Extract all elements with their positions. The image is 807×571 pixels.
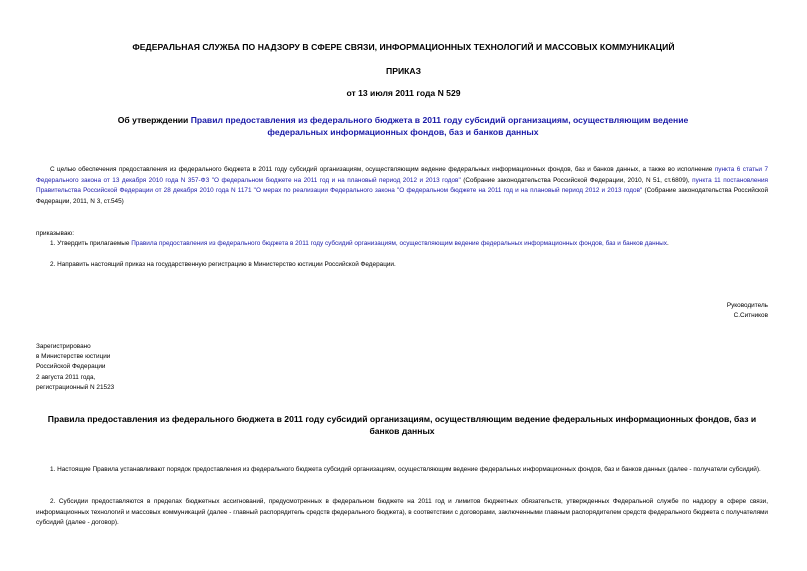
agency-name: ФЕДЕРАЛЬНАЯ СЛУЖБА ПО НАДЗОРУ В СФЕРЕ СВЯЗИ, ИНФОРМАЦИОННЫХ ТЕХНОЛОГИЙ И МАССОВЫХ КОММУНИКАЦИЙ	[132, 42, 675, 52]
rules-paragraph-2: 2. Субсидии предоставляются в пределах бюджетных ассигнований, предусмотренных в федеральном бюджете на 2011 год и лимитов бюджетных обязательств, утвержденных Федеральной службе по надзору в сфере связи, информационных технологий и массовых коммуникаций (далее - главный распорядитель средств федерального бюджета), в соответствии с договорами, заключенными главным распорядителем средств федерального бюджета с получателями субсидий (далее - договор).	[36, 498, 768, 527]
order-item-1-prefix: 1. Утвердить прилагаемые	[50, 240, 132, 247]
rules-paragraph-1: 1. Настоящие Правила устанавливают порядок предоставления из федерального бюджета субсидий организациям, осуществляющим ведение федеральных информационных фондов, баз и банков данных (далее - получатели субсидий).	[50, 466, 761, 473]
preamble-paragraph	[36, 165, 768, 207]
preamble-text-1: С целью обеспечения предоставления из федерального бюджета в 2011 году субсидий организациям, осуществляющим ведение федеральных информационных фондов, баз и банков данных, а также во исполнение	[50, 166, 715, 173]
registration-line: Зарегистрировано	[36, 343, 91, 350]
government-decree-link[interactable]: пункта 11 постановления Правительства Российской Федерации от 28 декабря 2010 года N 1171 "О мерах по реализации Федерального закона "О федеральном бюджете на 2011 год и на плановый период 2012 и 2013 годов"	[36, 176, 768, 195]
order-item-2: 2. Направить настоящий приказ на государственную регистрацию в Министерство юстиции Российской Федерации.	[50, 261, 396, 268]
federal-law-link[interactable]: пункта 6 статьи 7 Федерального закона от 13 декабря 2010 года N 357-ФЗ "О федеральном бюджете на 2011 год и на плановый период 2012 и 2013 годов"	[36, 166, 769, 184]
rules-title-link[interactable]: Правил предоставления из федерального бюджета в 2011 году субсидий организациям, осуществляющим ведение федеральных информационных фондов, баз и банков данных	[190, 115, 689, 137]
order-title	[100, 115, 706, 138]
order-date-number: от 13 июля 2011 года N 529	[346, 88, 461, 98]
signature-role: Руководитель	[726, 302, 768, 309]
approved-rules-link[interactable]: Правила предоставления из федерального бюджета в 2011 году субсидий организациям, осуществляющим ведение федеральных информационных фондов, баз и банков данных	[131, 240, 667, 247]
registration-line: в Министерстве юстиции	[36, 353, 111, 360]
order-item-1-suffix: .	[666, 240, 669, 247]
doc-type: ПРИКАЗ	[386, 66, 421, 76]
signature-name: С.Ситников	[733, 312, 768, 319]
registration-line: Российской Федерации	[36, 363, 106, 370]
registration-line: регистрационный N 21523	[36, 384, 115, 391]
rules-heading: Правила предоставления из федерального бюджета в 2011 году субсидий организациям, осуществляющим ведение федеральных информационных фондов, баз и банков данных	[47, 414, 757, 436]
preamble-text-2: (Собрание законодательства Российской Федерации, 2010, N 51, ст.6809),	[460, 176, 693, 184]
order-item-1	[50, 239, 770, 250]
preamble-text-3: (Собрание законодательства Российской Федерации, 2011, N 3, ст.545)	[36, 187, 769, 205]
registration-line: 2 августа 2011 года,	[36, 374, 96, 381]
order-title-prefix: Об утверждении	[117, 115, 191, 125]
prikazyvayu-label: приказываю:	[36, 230, 74, 237]
